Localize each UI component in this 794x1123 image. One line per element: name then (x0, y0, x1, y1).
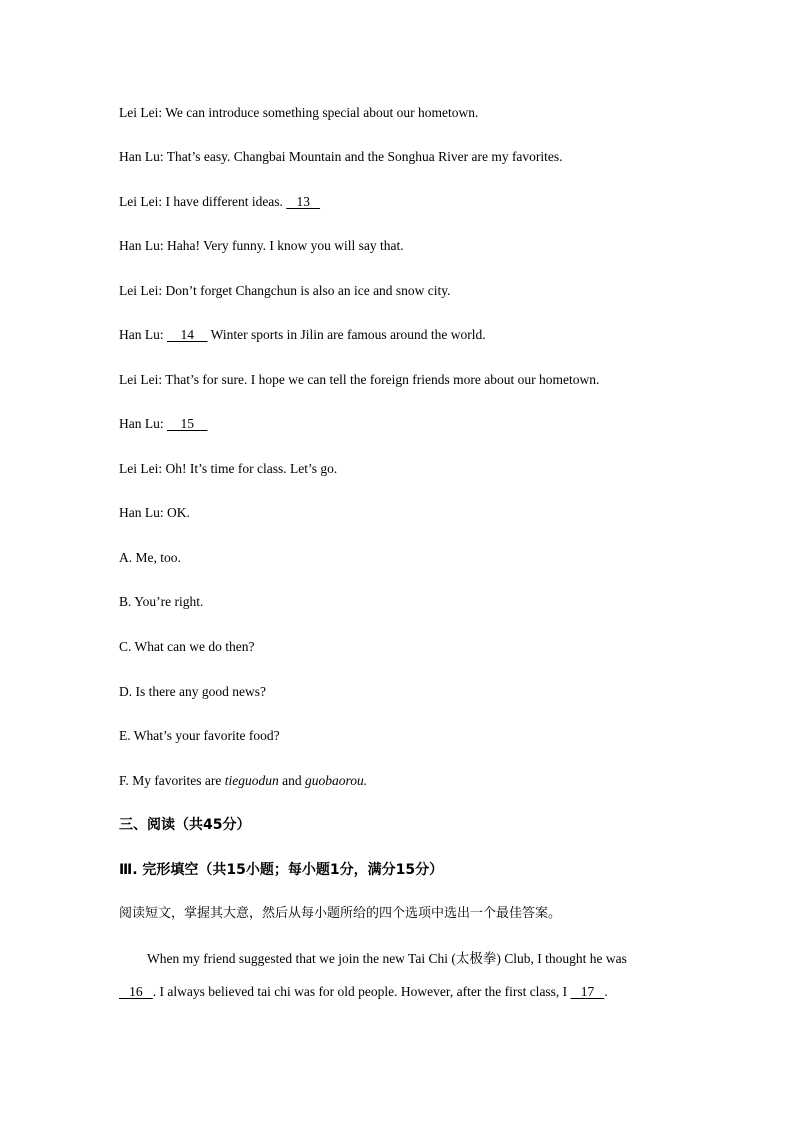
answer-blank-14: 14 (180, 327, 194, 342)
option-text: and (282, 773, 302, 788)
speaker: Han Lu: (119, 327, 164, 342)
dialogue-line-8 (119, 415, 208, 433)
answer-blank-13: 13 (296, 194, 310, 209)
option-letter: C. (119, 639, 132, 654)
dialogue-text: That’s easy. Changbai Mountain and the Songhua River are my favorites. (166, 149, 563, 164)
dialogue-line-6 (119, 326, 486, 344)
dialogue-text: We can introduce something special about our hometown. (165, 105, 479, 120)
speaker: Han Lu: (119, 505, 164, 520)
option-letter: B. (119, 594, 132, 609)
option-text: You’re right. (134, 594, 204, 609)
dialogue-text: Haha! Very funny. I know you will say that. (167, 238, 404, 253)
passage-text: . (604, 984, 608, 999)
option-f (119, 772, 367, 790)
section-heading: 三、阅读（共45分） (119, 817, 251, 833)
option-text: Me, too. (135, 550, 181, 565)
speaker: Han Lu: (119, 149, 164, 164)
option-italic-word: tieguodun (224, 773, 279, 788)
option-text: Is there any good news? (135, 684, 266, 699)
dialogue-line-5 (119, 282, 451, 300)
passage-line-1 (147, 950, 627, 968)
dialogue-line-7 (119, 371, 599, 389)
option-text: My favorites are (132, 773, 222, 788)
option-letter: D. (119, 684, 133, 699)
instruction: 阅读短文，掌握其大意，然后从每小题所给的四个选项中选出一个最佳答案。 (119, 906, 562, 921)
option-text: What’s your favorite food? (133, 728, 280, 743)
answer-blank-17: 17 (580, 984, 595, 999)
option-a (119, 549, 181, 567)
speaker: Han Lu: (119, 238, 164, 253)
answer-blank-15: 15 (180, 416, 194, 431)
option-italic-word: guobaorou. (305, 773, 368, 788)
option-letter: F. (119, 773, 129, 788)
answer-blank-16: 16 (129, 984, 143, 999)
dialogue-text: Don’t forget Changchun is also an ice and snow city. (165, 283, 451, 298)
dialogue-text: I have different ideas. (165, 194, 283, 209)
dialogue-text: Oh! It’s time for class. Let’s go. (165, 461, 338, 476)
dialogue-text: That’s for sure. I hope we can tell the foreign friends more about our hometown. (165, 372, 600, 387)
dialogue-line-1 (119, 104, 478, 122)
dialogue-line-2 (119, 148, 563, 166)
sub-heading: Ⅲ. 完形填空（共15小题；每小题1分，满分15分） (119, 862, 444, 878)
passage-text: . I always believed tai chi was for old people. However, after the first class, I (152, 984, 568, 999)
speaker: Han Lu: (119, 416, 164, 431)
passage-text: When my friend suggested that we join the new Tai Chi (太极拳) Club, I thought he was (147, 951, 627, 966)
speaker: Lei Lei: (119, 105, 163, 120)
speaker: Lei Lei: (119, 194, 163, 209)
dialogue-line-3 (119, 193, 320, 211)
speaker: Lei Lei: (119, 372, 163, 387)
option-b (119, 593, 203, 611)
option-letter: E. (119, 728, 131, 743)
dialogue-line-4 (119, 237, 404, 255)
speaker: Lei Lei: (119, 283, 163, 298)
speaker: Lei Lei: (119, 461, 163, 476)
option-d (119, 683, 266, 701)
dialogue-text: OK. (167, 505, 190, 520)
option-letter: A. (119, 550, 133, 565)
dialogue-line-9 (119, 460, 337, 478)
dialogue-line-10 (119, 504, 190, 522)
dialogue-text: Winter sports in Jilin are famous around the world. (210, 327, 486, 342)
option-e (119, 727, 280, 745)
passage-line-2 (119, 983, 608, 1001)
option-c (119, 638, 254, 656)
option-text: What can we do then? (134, 639, 255, 654)
